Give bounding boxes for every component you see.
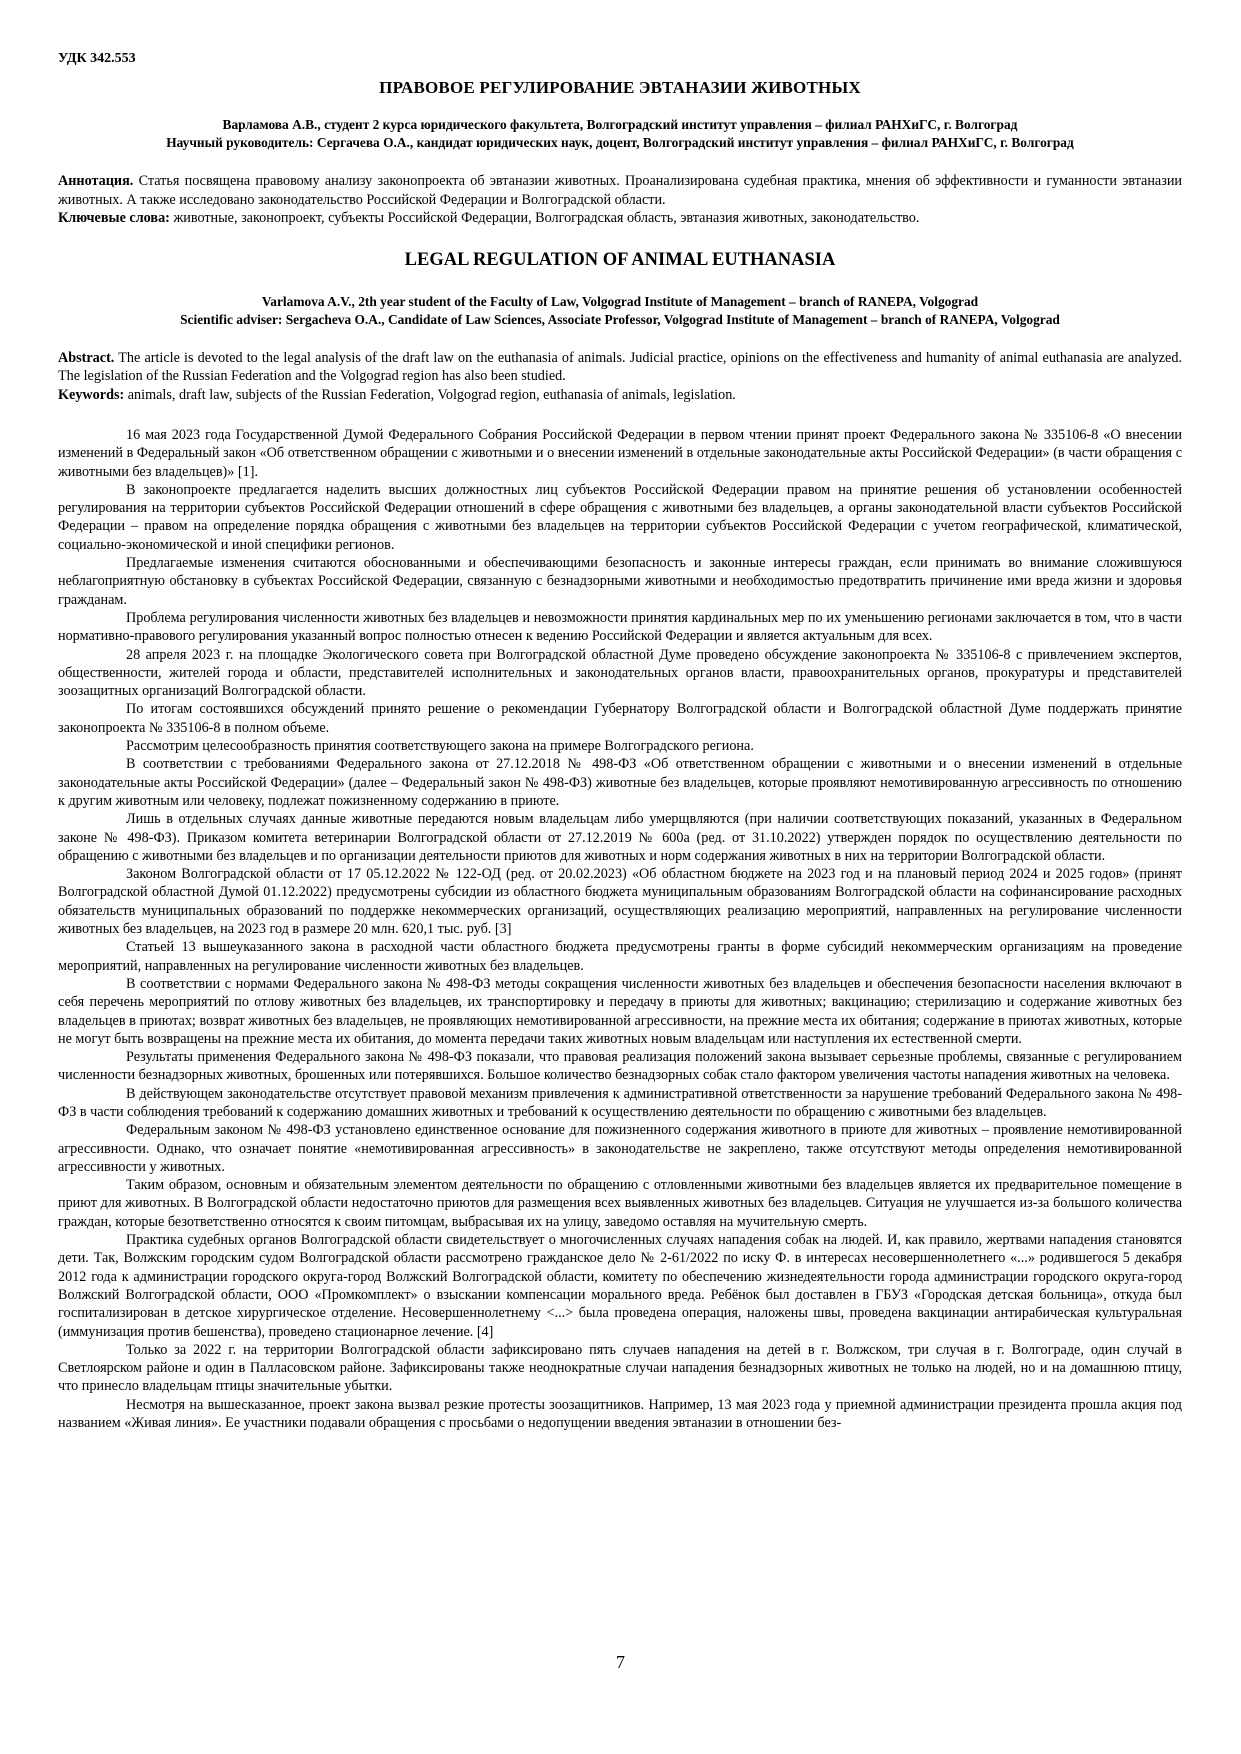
body-paragraph: В соответствии с нормами Федерального закона № 498-ФЗ методы сокращения численности животных без владельцев и обеспечения безопасности населения включают в себя перечень мероприятий по отлову животных без владельцев, их транспортировку и передачу в приюты для животных; вакцинацию; стерилизацию и содержание животных без владельцев в приютах; возврат животных без владельцев, не проявляющих немотивированной агрессивности, на прежние места их обитания; содержание в приютах животных, которые не могут быть возвращены на прежние места их обитания, до момента передачи таких животных новым владельцам или наступления их естественной смерти. [58, 975, 1182, 1047]
body-paragraph: 16 мая 2023 года Государственной Думой Федерального Собрания Российской Федерации в первом чтении принят проект Федерального закона № 335106-8 «О внесении изменений в Федеральный закон «Об ответственном обращении с животными и о внесении изменений в отдельные законодательные акты Российской Федерации» (в части обращения с животными без владельцев)» [1]. [58, 427, 1182, 480]
adviser-ru: Научный руководитель: Сергачева О.А., кандидат юридических наук, доцент, Волгоградский институт управления – филиал РАНХиГС, г. Волгоград [166, 135, 1074, 150]
body-paragraph: 28 апреля 2023 г. на площадке Экологического совета при Волгоградской областной Думе проведено обсуждение законопроекта № 335106-8 с привлечением экспертов, общественности, жителей города и области, представителей исполнительных и законодательных органов власти, правоохранительных органов, прокуратуры и представителей зоозащитных организаций Волгоградской области. [58, 646, 1182, 700]
keywords-en-paragraph [58, 386, 1182, 405]
adviser-en: Scientific adviser: Sergacheva O.A., Candidate of Law Sciences, Associate Professor, Volgograd Institute of Management – branch of RANEPA, Volgograd [180, 311, 1060, 327]
body-paragraph: По итогам состоявшихся обсуждений принято решение о рекомендации Губернатору Волгоградской области и Волгоградской областной Думе поддержать принятие законопроекта № 335106-8 в полном объеме. [58, 701, 1182, 736]
body-paragraph: Предлагаемые изменения считаются обоснованными и обеспечивающими безопасность и законные интересы граждан, если принимать во внимание сложившуюся неблагоприятную обстановку в субъектах Российской Федерации, связанную с безнадзорными животными и необходимостью предотвратить причинение ими вреда жизни и здоровья гражданам. [58, 555, 1182, 608]
body-paragraph: В законопроекте предлагается наделить высших должностных лиц субъектов Российской Федерации правом на принятие решения об установлении особенностей регулирования на территории субъектов Российской Федерации отношений в сфере обращения с животными без владельцев, а органы законодательной власти субъектов Российской Федерации – правом на определение порядка обращения с животными без владельцев на территории субъектов Российской Федерации с учетом географической, климатической, социально-экономической и иной специфики регионов. [58, 481, 1182, 553]
annotation-paragraph [58, 172, 1182, 209]
body-paragraph: Результаты применения Федерального закона № 498-ФЗ показали, что правовая реализация положений закона вызывает серьезные проблемы, связанные с регулированием численности безнадзорных животных, брошенных или потерявшихся. Большое количество безнадзорных собак стало фактором увеличения частоты нападения животных на человека. [58, 1049, 1182, 1084]
annotation-text: Статья посвящена правовому анализу законопроекта об эвтаназии животных. Проанализирована судебная практика, мнения об эффективности и гуманности эвтаназии животных. А также исследовано законодательство Российской Федерации и Волгоградской области. [58, 173, 1182, 208]
page-number: 7 [616, 1652, 625, 1672]
body-paragraph: Несмотря на вышесказанное, проект закона вызвал резкие протесты зоозащитников. Например, 13 мая 2023 года у приемной администрации президента прошла акция под названием «Живая линия». Ее участники подавали обращения с просьбами о недопущении введения эвтаназии в отношении без- [58, 1396, 1182, 1432]
body-paragraph: Проблема регулирования численности животных без владельцев и невозможности принятия кардинальных мер по их уменьшению регионами заключается в том, что в части нормативно-правового регулирования указанный вопрос полностью отнесен к ведению Российской Федерации и является актуальным для всех. [58, 609, 1182, 645]
keywords-ru-paragraph [58, 209, 1182, 228]
body-paragraph: Только за 2022 г. на территории Волгоградской области зафиксировано пять случаев нападения на детей в г. Волжском, три случая в г. Волгограде, один случай в Светлоярском районе и один в Палласовском районе. Зафиксированы также неоднократные случаи нападения безнадзорных животных не только на людей, но и на домашнюю птицу, что принесло владельцам птицы значительные убытки. [58, 1341, 1182, 1395]
authors-en [58, 293, 1182, 329]
abstract-text: The article is devoted to the legal analysis of the draft law on the euthanasia of animals. Judicial practice, opinions on the effectiveness and humanity of animal euthanasia are analyzed. The legislation of the Russian Federation and the Volgograd region has also been studied. [58, 349, 1182, 384]
paper-page [58, 50, 1182, 1432]
body-paragraph: Федеральным законом № 498-ФЗ установлено единственное основание для пожизненного содержания животного в приюте для животных – проявление немотивированной агрессивности. Однако, что означает понятие «немотивированная агрессивность» в законодательстве не закреплено, также отсутствуют методы определения немотивированной агрессивности у животных. [58, 1122, 1182, 1175]
body-text [58, 426, 1182, 1432]
keywords-ru-text: животные, законопроект, субъекты Российской Федерации, Волгоградская область, эвтаназия животных, законодательство. [173, 210, 920, 226]
body-paragraph: В соответствии с требованиями Федерального закона от 27.12.2018 № 498-ФЗ «Об ответственном обращении с животными и о внесении изменений в отдельные законодательные акты Российской Федерации» (далее – Федеральный закон № 498-ФЗ) животные без владельцев, которые проявляют немотивированную агрессивность по отношению к другим животным или человеку, подлежат пожизненному содержанию в приюте. [58, 756, 1182, 809]
keywords-en-text: animals, draft law, subjects of the Russian Federation, Volgograd region, euthanasia of animals, legislation. [127, 386, 736, 403]
body-paragraph: В действующем законодательстве отсутствует правовой механизм привлечения к административной ответственности за нарушение требований Федерального закона № 498-ФЗ в части соблюдения требований к содержанию домашних животных и требований к осуществлению деятельности по обращению с животными без владельцев. [58, 1085, 1182, 1120]
abstract-paragraph [58, 349, 1182, 386]
abstract-en [58, 349, 1182, 405]
body-paragraph: Лишь в отдельных случаях данные животные передаются новым владельцам либо умерщвляются (при наличии соответствующих показаний, указанных в Федеральном законе № 498-ФЗ). Приказом комитета ветеринарии Волгоградской области от 27.12.2019 № 600а (ред. от 31.10.2022) утвержден порядок по осуществлению деятельности по обращению с животными без владельцев и по организации деятельности приютов для животных и норм содержания животных в них на территории Волгоградской области. [58, 811, 1182, 864]
title-ru: ПРАВОВОЕ РЕГУЛИРОВАНИЕ ЭВТАНАЗИИ ЖИВОТНЫХ [379, 78, 861, 97]
udk-code: УДК 342.553 [58, 51, 136, 66]
annotation-ru [58, 172, 1182, 228]
keywords-ru-label: Ключевые слова: [58, 210, 170, 226]
author-en: Varlamova A.V., 2th year student of the Faculty of Law, Volgograd Institute of Management – branch of RANEPA, Volgograd [261, 293, 979, 309]
title-en: LEGAL REGULATION OF ANIMAL EUTHANASIA [404, 249, 836, 270]
abstract-label: Abstract. [58, 349, 115, 366]
body-paragraph: Практика судебных органов Волгоградской области свидетельствует о многочисленных случаях нападения собак на людей. И, как правило, жертвами нападения становятся дети. Так, Волжским городским судом Волгоградской области рассмотрено гражданское дело № 2-61/2022 по иску Ф. в интересах несовершеннолетнего «...» родившегося 5 декабря 2012 года к администрации городского округа-город Волжский Волгоградской области, комитету по обеспечению жизнедеятельности города администрации городского округа-город Волжский Волгоградской области, ООО «Промкомплект» о взыскании компенсации морального вреда. Ребёнок был доставлен в ГБУЗ «Городская детская больница», откуда был госпитализирован в детское хирургическое отделение. Несовершеннолетнему <...> была проведена операция, наложены швы, проведена вакцинации антирабическая культуральная (иммунизация против бешенства), проведено стационарное лечение. [4] [58, 1232, 1182, 1340]
body-paragraph: Законом Волгоградской области от 17 05.12.2022 № 122-ОД (ред. от 20.02.2023) «Об областном бюджете на 2023 год и на плановый период 2024 и 2025 годов» (принят Волгоградской областной Думой 01.12.2022) предусмотрены субсидии из областного бюджета муниципальным образованиям Волгоградской области на софинансирование расходных обязательств муниципальных образований по поддержке некоммерческих организаций, осуществляющих реализацию мероприятий, направленных на регулирование численности животных без владельцев, на 2023 год в размере 20 млн. 620,1 тыс. руб. [3] [58, 866, 1182, 938]
authors-ru [58, 116, 1182, 152]
body-paragraph: Статьей 13 вышеуказанного закона в расходной части областного бюджета предусмотрены гранты в форме субсидий некоммерческим организациям на проведение мероприятий, направленных на регулирование численности животных без владельцев. [58, 939, 1182, 974]
body-paragraph: Таким образом, основным и обязательным элементом деятельности по обращению с отловленными животными без владельцев является их предварительное помещение в приют для животных. В Волгоградской области недостаточно приютов для размещения всех выявленных животных без владельцев. Ситуация не улучшается из-за большого количества граждан, которые безответственно относятся к своим питомцам, выбрасывая их на улицу, заведомо оставляя на мучительную смерть. [58, 1177, 1182, 1230]
author-ru: Варламова А.В., студент 2 курса юридического факультета, Волгоградский институт управления – филиал РАНХиГС, г. Волгоград [222, 117, 1018, 132]
body-paragraph: Рассмотрим целесообразность принятия соответствующего закона на примере Волгоградского региона. [126, 738, 754, 755]
keywords-en-label: Keywords: [58, 386, 125, 403]
annotation-label: Аннотация. [58, 173, 134, 189]
